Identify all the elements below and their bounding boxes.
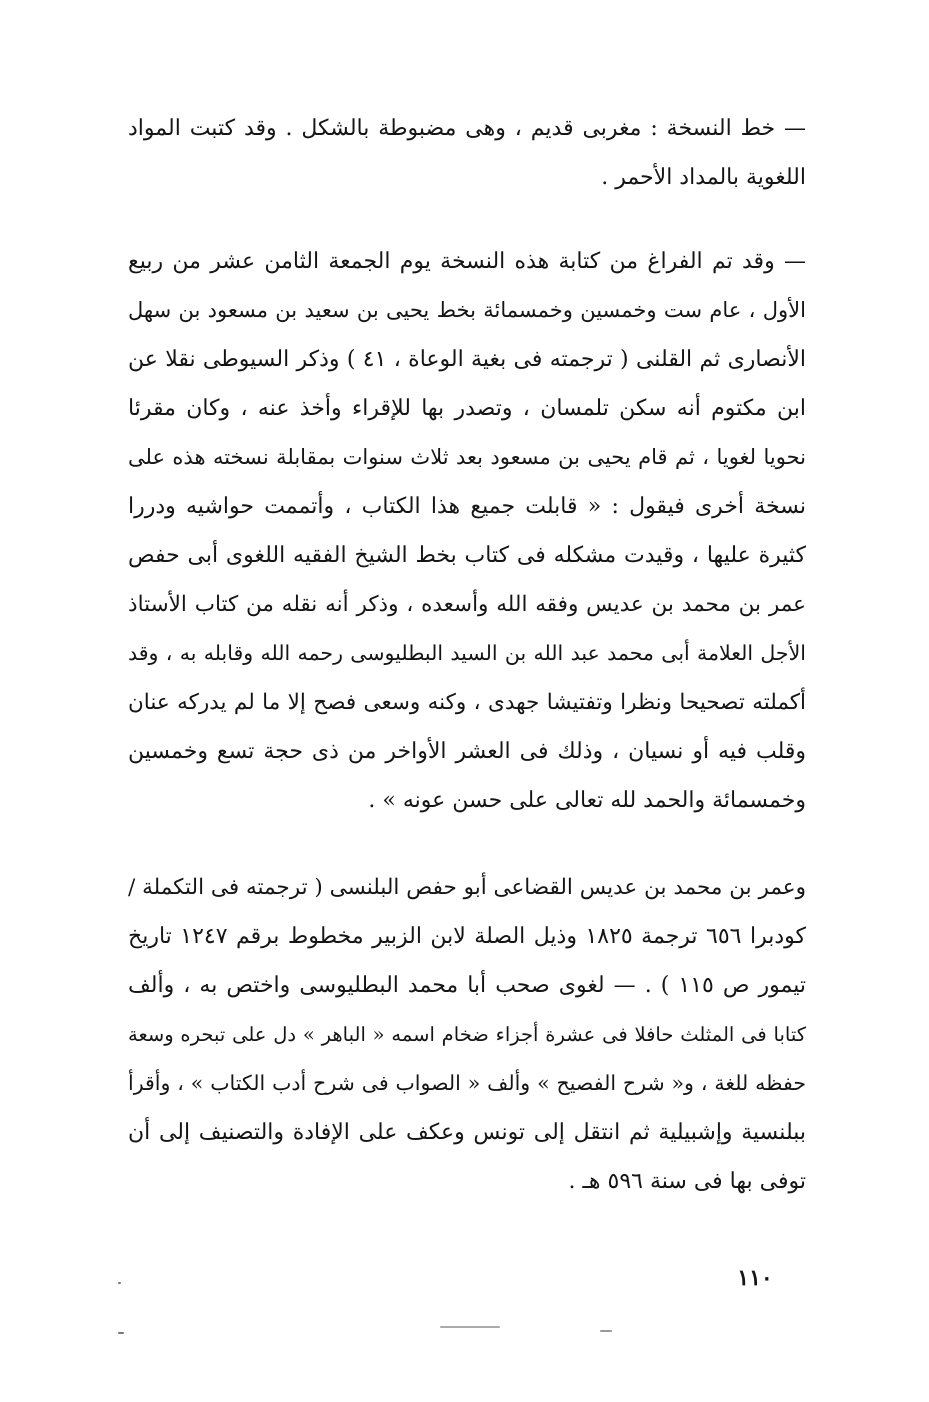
text-line: كتابا فى المثلث حافلا فى عشرة أجزاء ضخام اسمه « الباهر » دل على تبحره وسعة [128, 1023, 806, 1046]
text-line: الأجل العلامة أبى محمد عبد الله بن السيد البطليوسى رحمه الله وقابله به ، وقد [128, 641, 806, 665]
text-line: أكملته تصحيحا ونظرا وتفتيشا جهدى ، وكنه وسعى فصح إلا ما لم يدركه عنان [128, 690, 806, 715]
text-line: اللغوية بالمداد الأحمر . [601, 165, 806, 190]
text-line: الأول ، عام ست وخمسين وخمسمائة بخط يحيى بن سعيد بن مسعود بن سهل [128, 298, 806, 322]
text-line: — خط النسخة : مغربى قديم ، وهى مضبوطة بالشكل . وقد كتبت المواد [128, 116, 806, 141]
text-line: عمر بن محمد بن عديس وفقه الله وأسعده ، وذكر أنه نقله من كتاب الأستاذ [128, 592, 806, 617]
text-line: وخمسمائة والحمد لله تعالى على حسن عونه » . [368, 788, 806, 813]
text-line: نحويا لغويا ، ثم قام يحيى بن مسعود بعد ثلاث سنوات بمقابلة نسخته هذه على [128, 445, 806, 469]
scan-speck [118, 1332, 124, 1334]
text-line: كودبرا ٦٥٦ ترجمة ١٨٢٥ وذيل الصلة لابن الزبير مخطوط برقم ١٢٤٧ تاريخ [128, 924, 806, 949]
scan-speck [600, 1330, 612, 1332]
page-number: ١١٠ [737, 1265, 773, 1291]
text-line: تيمور ص ١١٥ ) . — لغوى صحب أبا محمد البطليوسى واختص به ، وألف [128, 973, 806, 998]
text-line: وقلب فيه أو نسيان ، وذلك فى العشر الأواخر من ذى حجة تسع وخمسين [128, 739, 806, 764]
text-line: ببلنسية وإشبيلية ثم انتقل إلى تونس وعكف على الإفادة والتصنيف إلى أن [128, 1120, 806, 1145]
paragraph-manuscript-script [128, 104, 806, 202]
text-line: الأنصارى ثم القلنى ( ترجمته فى بغية الوعاة ، ٤١ ) وذكر السيوطى نقلا عن [128, 347, 806, 372]
text-line: نسخة أخرى فيقول : « قابلت جميع هذا الكتاب ، وأتممت حواشيه ودررا [128, 494, 806, 519]
text-line: وعمر بن محمد بن عديس القضاعى أبو حفص البلنسى ( ترجمته فى التكملة / [128, 875, 806, 900]
paragraph-colophon [128, 237, 806, 825]
text-line: حفظه للغة ، و« شرح الفصيح » وألف « الصواب فى شرح أدب الكتاب » ، وأقرأ [128, 1071, 806, 1095]
scan-speck [440, 1326, 500, 1328]
text-line: توفى بها فى سنة ٥٩٦ هـ . [568, 1169, 806, 1194]
paragraph-biography [128, 863, 806, 1206]
text-line: — وقد تم الفراغ من كتابة هذه النسخة يوم الجمعة الثامن عشر من ربيع [128, 249, 806, 274]
scan-speck [118, 1282, 121, 1284]
text-line: كثيرة عليها ، وقيدت مشكله فى كتاب بخط الشيخ الفقيه اللغوى أبى حفص [128, 543, 806, 568]
text-line: ابن مكتوم أنه سكن تلمسان ، وتصدر بها للإقراء وأخذ عنه ، وكان مقرئا [128, 396, 806, 421]
